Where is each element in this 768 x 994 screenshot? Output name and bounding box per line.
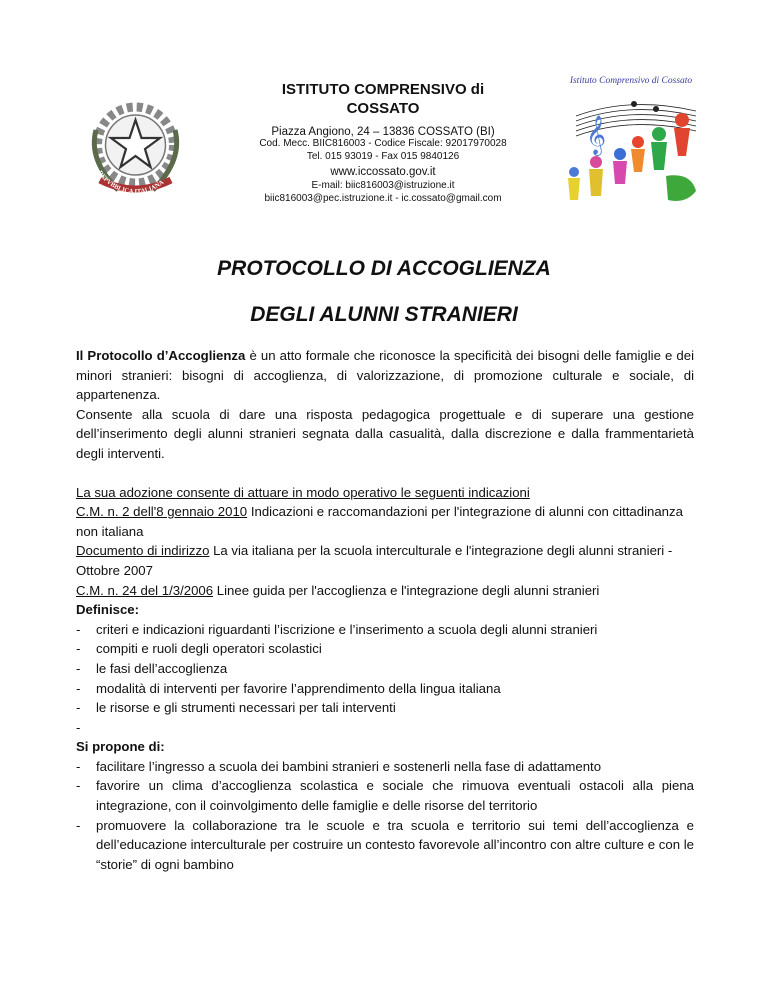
- reference-title: Documento di indirizzo: [76, 543, 210, 559]
- reference-title: C.M. n. 2 dell'8 gennaio 2010: [76, 504, 248, 520]
- school-website: www.iccossato.gov.it: [330, 166, 436, 178]
- list-item: - modalità di interventi per favorire l’apprendimento della lingua italiana: [76, 679, 694, 699]
- school-phone: Tel. 015 93019 - Fax 015 9840126: [306, 150, 460, 162]
- school-email: E-mail: biic816003@istruzione.it: [311, 180, 455, 191]
- list-item: - favorire un clima d’accoglienza scolastica e sociale che rimuova eventuali ostacoli alla piena integrazione, con il coinvolgimento delle famiglie e delle risorse del territorio: [76, 776, 694, 815]
- reference-desc: Indicazioni e raccomandazioni per l'integrazione di alunni con cittadinanza non italiana: [76, 504, 683, 539]
- school-header: [238, 80, 528, 205]
- references-heading: La sua adozione consente di attuare in modo operativo le seguenti indicazioni: [76, 484, 530, 500]
- document-title-line1: PROTOCOLLO DI ACCOGLIENZA: [217, 257, 551, 280]
- school-pec: biic816003@pec.istruzione.it - ic.cossato@gmail.com: [264, 192, 502, 204]
- school-name-line1: ISTITUTO COMPRENSIVO di: [281, 81, 485, 98]
- reference-item: [76, 541, 694, 580]
- intro-paragraph-2: Consente alla scuola di dare una risposta pedagogica progettuale e di superare una gestione dell’inserimento degli alunni stranieri segnata dalla casualità, dalla discrezione e dalla frammentarietà degli interventi.: [76, 406, 694, 461]
- definisce-heading: Definisce:: [76, 602, 140, 618]
- svg-text:REPVBBLICA ITALIANA: REPVBBLICA ITALIANA: [96, 169, 166, 196]
- school-logo: [556, 76, 706, 210]
- logo-caption: Istituto Comprensivo di Cossato: [569, 76, 693, 86]
- school-codes: Cod. Mecc. BIIC816003 - Codice Fiscale: 92017970028: [259, 138, 507, 149]
- svg-text:𝄞: 𝄞: [586, 115, 607, 155]
- list-item: [76, 718, 694, 738]
- reference-item: [76, 502, 694, 541]
- intro-paragraph-1: [76, 346, 694, 405]
- list-item: - compiti e ruoli degli operatori scolastici: [76, 639, 694, 659]
- school-address: Piazza Angiono, 24 – 13836 COSSATO (BI): [271, 126, 495, 138]
- school-name-line2: COSSATO: [346, 100, 420, 117]
- document-title-line2: DEGLI ALUNNI STRANIERI: [250, 303, 518, 326]
- definisce-list: [76, 620, 694, 738]
- list-item: - le fasi dell’accoglienza: [76, 659, 694, 679]
- list-item: - facilitare l’ingresso a scuola dei bambini stranieri e sostenerli nella fase di adattamento: [76, 757, 694, 777]
- list-item: - le risorse e gli strumenti necessari per tali interventi: [76, 698, 694, 718]
- reference-desc: La via italiana per la scuola interculturale e l'integrazione degli alunni stranieri - Ottobre 2007: [76, 543, 673, 578]
- reference-item: [76, 581, 694, 601]
- logo-graphic: [556, 76, 706, 210]
- list-item: - criteri e indicazioni riguardanti l’iscrizione e l’inserimento a scuola degli alunni stranieri: [76, 620, 694, 640]
- propone-list: [76, 757, 694, 875]
- reference-title: C.M. n. 24 del 1/3/2006: [76, 582, 214, 598]
- reference-desc: Linee guida per l'accoglienza e l'integrazione degli alunni stranieri: [213, 582, 600, 598]
- list-item: - promuovere la collaborazione tra le scuole e tra scuola e territorio sui temi dell’accoglienza e dell’educazione interculturale per costruire un contesto favorevole all’incontro con altre culture e con le “storie” di ogni bambino: [76, 816, 694, 875]
- propone-heading: Si propone di:: [76, 739, 165, 755]
- intro-paragraph-1-text: è un atto formale che riconosce la specificità dei bisogni delle famiglie e dei minori stranieri: bisogni di accoglienza, di valorizzazione, di promozione culturale e sociale, di appartenenza.: [76, 348, 695, 403]
- italian-republic-emblem: [78, 90, 193, 205]
- intro-bold-lead: Il Protocollo d’Accoglienza: [76, 348, 246, 363]
- document-body: [76, 346, 694, 874]
